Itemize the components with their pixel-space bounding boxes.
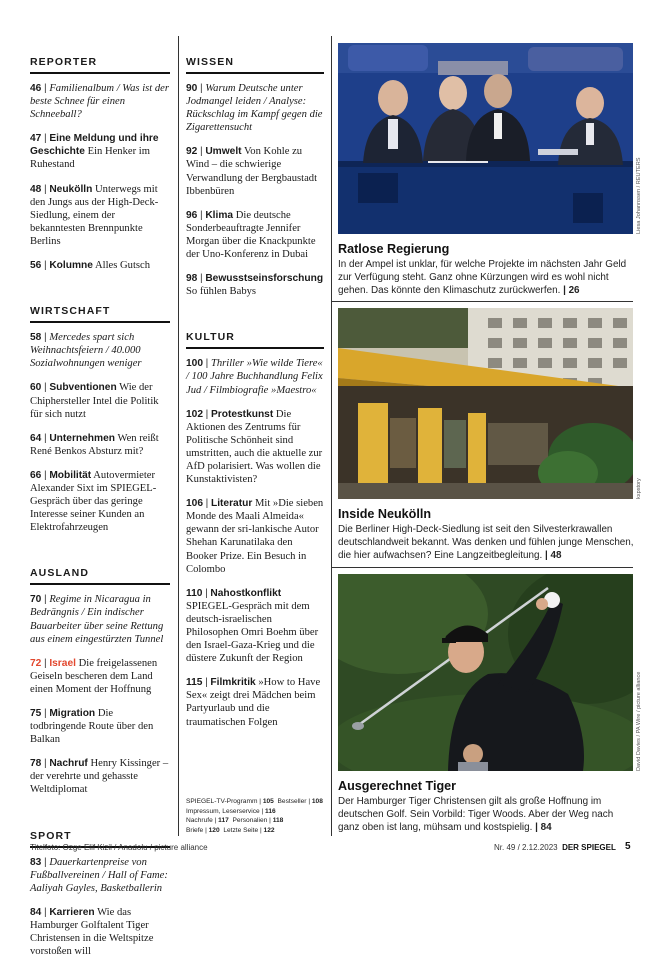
story-page-ref[interactable]: | 48 <box>544 550 562 561</box>
entry-keyword: Unternehmen <box>49 432 115 444</box>
entry-keyword: Umwelt <box>205 146 242 158</box>
story-title[interactable]: Inside Neukölln <box>338 507 432 521</box>
page-number: 96 <box>186 209 198 221</box>
toc-entry[interactable]: 90 | Warum Deutsche unter Jodmangel leiden / Analyse: Rückschlag im Kampf gegen die Zigarettensucht <box>186 83 323 134</box>
section-heading-wissen: WISSEN <box>186 36 324 74</box>
photo-golfer[interactable] <box>338 574 633 771</box>
toc-entry[interactable]: 84 | Karrieren Wie das Hamburger Golftalent Tiger Christensen in die Weltspitze vorstoßen will <box>30 906 154 958</box>
entry-keyword: Filmkritik <box>210 677 256 689</box>
entry-text: Warum Deutsche unter Jodmangel leiden / Analyse: Rückschlag im Kampf gegen die Zigarettensucht <box>186 83 323 134</box>
page-number-footer: 5 <box>625 841 631 852</box>
story-teaser: In der Ampel ist unklar, für welche Projekte im nächsten Jahr Geld zur Verfügung steht. Ganz ohne Kürzungen wird es wohl nicht gehen. Das könnte den Klimaschutz zurückwerfen. | 26 <box>338 259 627 296</box>
column-divider <box>331 36 332 836</box>
photo-credit: kxpstory <box>636 478 642 499</box>
page-number: 83 <box>30 856 42 868</box>
entry-keyword: Karrieren <box>49 906 95 918</box>
service-index: SPIEGEL-TV-Programm | 105 Bestseller | 108 Impressum, Leserservice | 116 Nachrufe | 117 Personalien | 118 Briefe | 120 Letzte Seite | 122 <box>186 798 323 834</box>
entry-text: Die todbringende Route über den Balkan <box>30 708 154 746</box>
photo-neukoelln-image <box>338 308 633 499</box>
entry-keyword: Kolumne <box>49 260 93 272</box>
entry-text: Die freigelassenen Geiseln bescheren dem Land einen Moment der Hoffnung <box>30 657 158 695</box>
toc-entry[interactable]: 64 | Unternehmen Wen reißt René Benkos Absturz mit? <box>30 432 159 457</box>
toc-column-middle <box>186 36 324 740</box>
entry-text: Wie das Hamburger Golftalent Tiger Christensen in die Weltspitze vorstoßen will <box>30 906 154 958</box>
page-number: 72 <box>30 657 42 669</box>
page-number: 46 <box>30 83 42 94</box>
page-number: 48 <box>30 183 42 195</box>
photo-parliament-image <box>338 43 633 234</box>
entry-text: »How to Have Sex« zeigt drei Mädchen beim Partyurlaub und die traumatischen Folgen <box>186 677 321 728</box>
toc-entry[interactable]: 47 | Eine Meldung und ihre Geschichte Ein Henker im Ruhestand <box>30 133 159 171</box>
entry-keyword: Protestkunst <box>210 408 274 420</box>
page-number: 47 <box>30 133 42 145</box>
entry-text: Mercedes spart sich Weihnachtsfeiern / 40.000 Sozialwohnungen weniger <box>30 332 142 370</box>
page-number: 70 <box>30 594 42 606</box>
photo-credit: David Davies / PA Wire / picture alliance <box>636 671 642 771</box>
cover-photo-credit: Titelfoto: Ozge Elif Kizil / Anadolu / picture alliance <box>30 843 208 852</box>
entry-text: Die Aktionen des Zentrums für Politische Schönheit sind umstritten, auch die aktuelle zur AfD polarisiert. Was wollen die Kunstaktivisten? <box>186 408 323 486</box>
page-number: 60 <box>30 382 42 394</box>
story-divider <box>331 301 633 302</box>
story-page-ref[interactable]: | 26 <box>563 285 580 296</box>
page-number: 100 <box>186 358 203 370</box>
toc-entry[interactable]: 100 | Thriller »Wie wilde Tiere« / 100 Jahre Buchhandlung Felix Jud / Filmbiografie »Maestro« <box>186 358 323 396</box>
photo-golfer-image <box>338 574 633 771</box>
entry-text: Alles Gutsch <box>94 260 151 272</box>
entry-text: Wie der Chiphersteller Intel die Politik für sich nutzt <box>30 382 159 420</box>
entry-keyword: Nachruf <box>49 758 88 770</box>
toc-entry[interactable]: 46 | Familienalbum / Was ist der beste Schnee für einen Schneeball? <box>30 83 169 121</box>
entry-keyword: Mobilität <box>49 469 92 481</box>
entry-text: SPIEGEL-Gespräch mit dem deutsch-israelischen Philosophen Omri Boehm über den Israel-Gaza-Krieg und die düstere Zukunft der Region <box>186 600 319 665</box>
entry-keyword: Migration <box>49 708 96 719</box>
entry-text: Von Kohle zu Wind – die schwierige Verwandlung der Bergbaustadt Ibbenbüren <box>186 146 318 197</box>
entry-text: Mit »Die sieben Monde des Maali Almeida« gewann der sri-lankische Autor Shehan Karunatilaka den Booker Prize. Ein Besuch in Colombo <box>186 498 324 575</box>
toc-entry[interactable]: 66 | Mobilität Autovermieter Alexander Sixt im SPIEGEL-Gespräch über das geringe Interesse seiner Kunden an Elektrofahrzeugen <box>30 469 157 534</box>
entry-text: Unterwegs mit den Jungs aus der High-Deck-Siedlung, einem der bekanntesten Brennpunkte Berlins <box>30 183 159 247</box>
toc-entry[interactable]: 110 | Nahostkonflikt SPIEGEL-Gespräch mit dem deutsch-israelischen Philosophen Omri Boehm über den Israel-Gaza-Krieg und die düstere Zukunft der Region <box>186 587 319 665</box>
entry-keyword: Klima <box>205 209 234 221</box>
story-title[interactable]: Ausgerechnet Tiger <box>338 779 457 793</box>
entry-keyword: Nahostkonflikt <box>210 587 282 599</box>
toc-entry[interactable]: 60 | Subventionen Wie der Chiphersteller Intel die Politik für sich nutzt <box>30 382 159 420</box>
page-number: 66 <box>30 469 42 481</box>
story-teaser: Die Berliner High-Deck-Siedlung ist seit den Silvesterkrawallen deutschlandweit bekannt. Was denken und fühlen junge Menschen, die hier aufwachsen? Eine Langzeitbegleitung. | 48 <box>338 524 634 561</box>
entry-text: Die deutsche Sonderbeauftragte Jennifer Morgan über die Knackpunkte der Uno-Konferenz in Dubai <box>186 209 316 261</box>
page-number: 106 <box>186 498 203 510</box>
entry-text: Autovermieter Alexander Sixt im SPIEGEL-Gespräch über das geringe Interesse seiner Kunden an Elektrofahrzeugen <box>30 469 157 534</box>
toc-entry[interactable]: 115 | Filmkritik »How to Have Sex« zeigt drei Mädchen beim Partyurlaub und die traumatischen Folgen <box>186 677 321 728</box>
photo-neukoelln[interactable] <box>338 308 633 499</box>
page-number: 115 <box>186 677 203 689</box>
section-heading-reporter: REPORTER <box>30 36 170 74</box>
page-number: 98 <box>186 273 198 285</box>
section-heading-sport: SPORT <box>30 808 170 848</box>
page-number: 56 <box>30 260 42 272</box>
entry-text: Dauerkartenpreise von Fußballvereinen / Hall of Fame: Aaliyah Gayles, Basketballerin <box>30 856 168 894</box>
brand-name: DER SPIEGEL <box>562 843 616 852</box>
page-number: 78 <box>30 758 42 770</box>
page-number: 110 <box>186 587 203 599</box>
page-number: 92 <box>186 146 198 158</box>
section-heading-wirtschaft: WIRTSCHAFT <box>30 283 170 323</box>
photo-credit: Liesa Johannssen / REUTERS <box>636 157 642 234</box>
entry-keyword: Eine Meldung und ihre Geschichte <box>30 133 159 158</box>
story-teaser: Der Hamburger Tiger Christensen gilt als große Hoffnung im deutschen Golf. Sein Vorbild: Tiger Woods. Aber der Weg nach ganz oben ist lang, mühsam und kostspielig. | 84 <box>338 796 614 833</box>
entry-text: So fühlen Babys <box>186 286 257 298</box>
toc-entry[interactable]: 106 | Literatur Mit »Die sieben Monde des Maali Almeida« gewann der sri-lankische Autor Shehan Karunatilaka den Booker Prize. Ein Besuch in Colombo <box>186 498 324 575</box>
page-number: 64 <box>30 432 42 444</box>
toc-entry[interactable]: 58 | Mercedes spart sich Weihnachtsfeiern / 40.000 Sozialwohnungen weniger <box>30 332 142 370</box>
column-divider <box>178 36 179 836</box>
toc-entry[interactable]: 96 | Klima Die deutsche Sonderbeauftragte Jennifer Morgan über die Knackpunkte der Uno-Konferenz in Dubai <box>186 209 316 261</box>
entry-keyword: Subventionen <box>49 382 117 394</box>
page-number: 84 <box>30 906 42 918</box>
entry-text: Wen reißt René Benkos Absturz mit? <box>30 432 159 457</box>
entry-text: Ein Henker im Ruhestand <box>30 146 150 171</box>
toc-entry-highlighted[interactable]: 72 | Israel Die freigelassenen Geiseln bescheren dem Land einen Moment der Hoffnung <box>30 657 158 695</box>
story-divider <box>331 567 633 568</box>
entry-text: Thriller »Wie wilde Tiere« / 100 Jahre Buchhandlung Felix Jud / Filmbiografie »Maestro« <box>186 358 323 396</box>
entry-text: Familienalbum / Was ist der beste Schnee für einen Schneeball? <box>30 83 169 121</box>
page-number: 102 <box>186 408 203 420</box>
entry-keyword: Literatur <box>210 498 253 510</box>
story-title[interactable]: Ratlose Regierung <box>338 242 450 256</box>
toc-entry[interactable]: 56 | Kolumne Alles Gutsch <box>30 260 151 272</box>
toc-entry[interactable]: 92 | Umwelt Von Kohle zu Wind – die schwierige Verwandlung der Bergbaustadt Ibbenbüren <box>186 146 318 197</box>
section-heading-kultur: KULTUR <box>186 309 324 349</box>
toc-entry[interactable]: 48 | Neukölln Unterwegs mit den Jungs aus der High-Deck-Siedlung, einem der bekanntesten Brennpunkte Berlins <box>30 183 159 247</box>
photo-parliament[interactable] <box>338 43 633 234</box>
toc-entry[interactable]: 83 | Dauerkartenpreise von Fußballvereinen / Hall of Fame: Aaliyah Gayles, Basketballerin <box>30 856 168 894</box>
entry-keyword: Neukölln <box>49 183 93 195</box>
page-number: 75 <box>30 708 42 719</box>
entry-keyword: Bewusstseinsforschung <box>205 273 324 285</box>
entry-text: Regime in Nicaragua in Bedrängnis / Ein indischer Bauarbeiter über seine Rettung aus einem eingestürzten Tunnel <box>30 594 164 645</box>
toc-entry[interactable]: 102 | Protestkunst Die Aktionen des Zentrums für Politische Schönheit sind umstritten, auch die aktuelle zur AfD polarisiert. Was wollen die Kunstaktivisten? <box>186 408 323 486</box>
section-heading-ausland: AUSLAND <box>30 545 170 585</box>
toc-column-left <box>30 36 170 969</box>
issue-line <box>494 843 616 852</box>
entry-keyword: Israel <box>49 657 76 669</box>
toc-entry[interactable]: 75 | Migration Die todbringende Route über den Balkan <box>30 708 154 746</box>
issue-number: Nr. 49 / 2.12.2023 <box>494 843 558 852</box>
page-number: 90 <box>186 83 198 94</box>
toc-entry[interactable]: 78 | Nachruf Henry Kissinger – der verehrte und gehasste Weltdiplomat <box>30 758 169 796</box>
toc-entry[interactable]: 98 | Bewusstseinsforschung So fühlen Babys <box>186 273 324 298</box>
page-number: 58 <box>30 332 42 344</box>
story-page-ref[interactable]: | 84 <box>535 822 552 833</box>
toc-entry[interactable]: 70 | Regime in Nicaragua in Bedrängnis / Ein indischer Bauarbeiter über seine Rettung aus einem eingestürzten Tunnel <box>30 594 164 645</box>
entry-text: Henry Kissinger – der verehrte und gehasste Weltdiplomat <box>30 758 169 796</box>
